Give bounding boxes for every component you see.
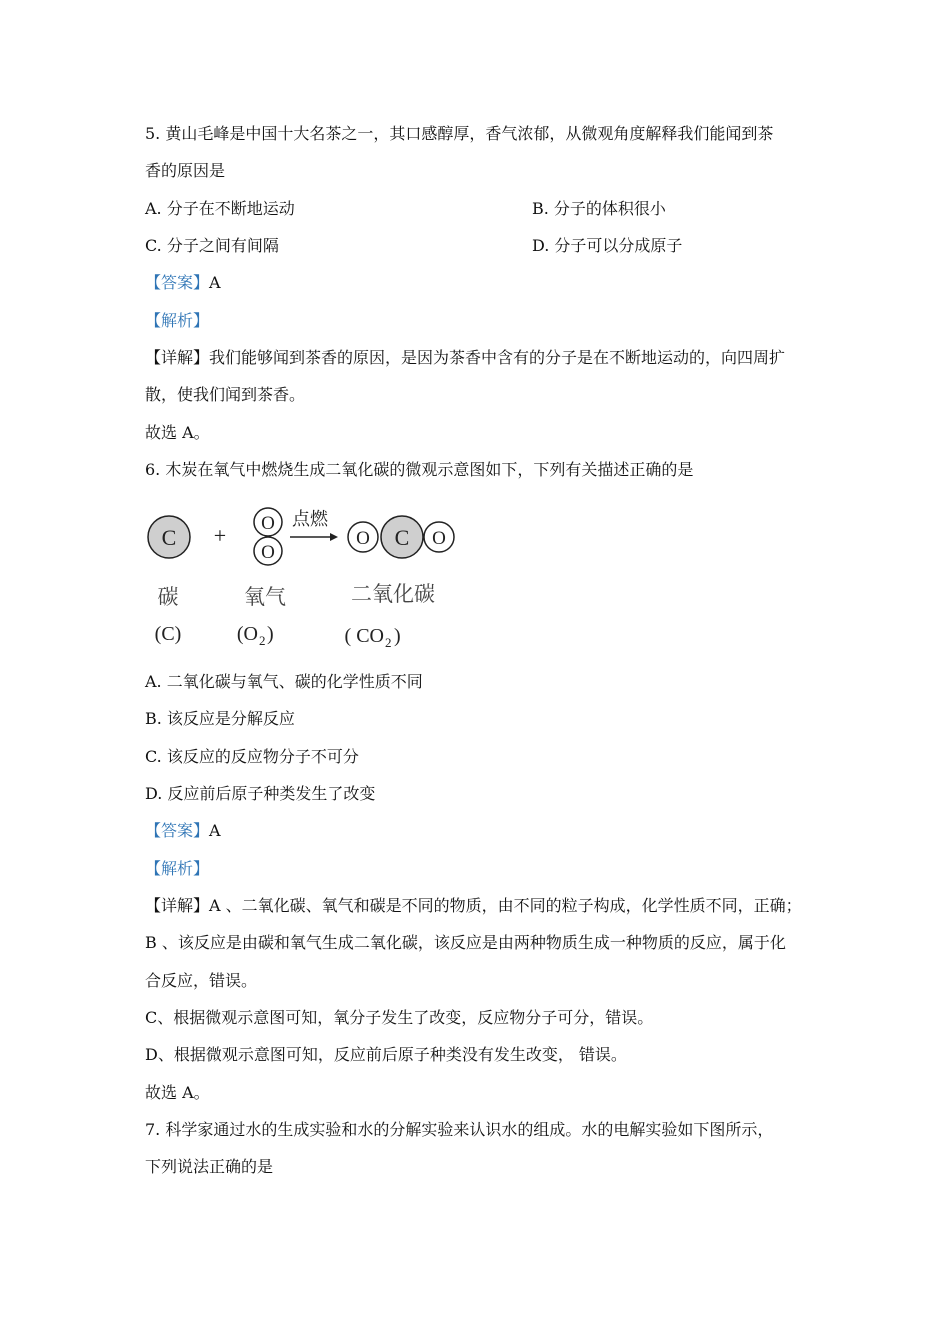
oxygen-atom-label: O — [261, 542, 275, 563]
q5-analysis-tag: 【解析】 — [145, 311, 210, 330]
carbon-formula: (C) — [154, 623, 182, 645]
q5-answer — [145, 273, 221, 293]
q6-detail-line5: D、根据微观示意图可知，反应前后原子种类没有发生改变， 错误。 — [145, 1045, 627, 1064]
q7-stem-line1: 7. 科学家通过水的生成实验和水的分解实验来认识水的组成。水的电解实验如下图所示， — [145, 1120, 774, 1139]
q5-stem-line2: 香的原因是 — [145, 161, 226, 180]
q6-option-c: C. 该反应的反应物分子不可分 — [145, 747, 359, 766]
arrowhead-icon — [330, 533, 338, 541]
reaction-diagram — [140, 498, 480, 658]
detail-text: A 、二氧化碳、氧气和碳是不同的物质，由不同的粒子构成，化学性质不同，正确； — [209, 896, 802, 915]
carbon-atom-label: C — [161, 525, 177, 550]
q5-option-c: C. 分子之间有间隔 — [145, 236, 279, 255]
oxygen-formula-sub: 2 — [259, 633, 266, 648]
q5-option-b: B. 分子的体积很小 — [532, 199, 666, 218]
q7-stem-line2: 下列说法正确的是 — [145, 1157, 274, 1176]
detail-tag: 【详解】 — [145, 348, 210, 367]
detail-text: 我们能够闻到茶香的原因，是因为茶香中含有的分子是在不断地运动的，向四周扩 — [209, 348, 786, 367]
q6-stem: 6. 木炭在氧气中燃烧生成二氧化碳的微观示意图如下，下列有关描述正确的是 — [145, 460, 694, 479]
oxygen-atom-label: O — [432, 528, 446, 549]
q5-option-a: A. 分子在不断地运动 — [145, 199, 295, 218]
oxygen-formula-end: ) — [267, 623, 274, 645]
oxygen-formula-main: (O — [236, 623, 258, 645]
q5-option-d: D. 分子可以分成原子 — [532, 236, 683, 255]
oxygen-atom-label: O — [356, 528, 370, 549]
q5-stem-line1: 5. 黄山毛峰是中国十大名茶之一，其口感醇厚，香气浓郁，从微观角度解释我们能闻到茶 — [145, 124, 774, 143]
oxygen-atom-label: O — [261, 513, 275, 534]
q6-detail-line4: C、根据微观示意图可知，氧分子发生了改变，反应物分子可分，错误。 — [145, 1008, 654, 1027]
reaction-condition: 点燃 — [292, 509, 328, 530]
co2-name: 二氧化碳 — [351, 582, 435, 606]
q6-choose: 故选 A。 — [145, 1083, 210, 1102]
answer-tag: 【答案】 — [145, 273, 210, 292]
q5-choose: 故选 A。 — [145, 423, 210, 442]
detail-tag: 【详解】 — [145, 896, 210, 915]
co2-formula-sub: 2 — [385, 635, 392, 650]
co2-formula-main: ( CO — [344, 625, 384, 647]
plus-sign: + — [213, 523, 227, 548]
q6-option-a: A. 二氧化碳与氧气、碳的化学性质不同 — [145, 672, 423, 691]
q5-detail-line1 — [145, 348, 785, 368]
q6-detail-line2: B 、该反应是由碳和氧气生成二氧化碳，该反应是由两种物质生成一种物质的反应，属于化 — [145, 933, 786, 952]
answer-value: A — [209, 821, 221, 840]
q6-analysis-tag: 【解析】 — [145, 859, 210, 878]
q6-detail-line1 — [145, 896, 802, 916]
carbon-name: 碳 — [157, 585, 179, 609]
answer-tag: 【答案】 — [145, 821, 210, 840]
oxygen-name: 氧气 — [244, 585, 286, 609]
q6-option-d: D. 反应前后原子种类发生了改变 — [145, 784, 376, 803]
q6-detail-line3: 合反应，错误。 — [145, 971, 258, 990]
carbon-atom-label: C — [394, 525, 410, 550]
q6-option-b: B. 该反应是分解反应 — [145, 709, 295, 728]
co2-formula-end: ) — [394, 625, 401, 647]
q6-answer — [145, 821, 221, 841]
answer-value: A — [209, 273, 221, 292]
q5-detail-line2: 散，使我们闻到茶香。 — [145, 385, 306, 404]
